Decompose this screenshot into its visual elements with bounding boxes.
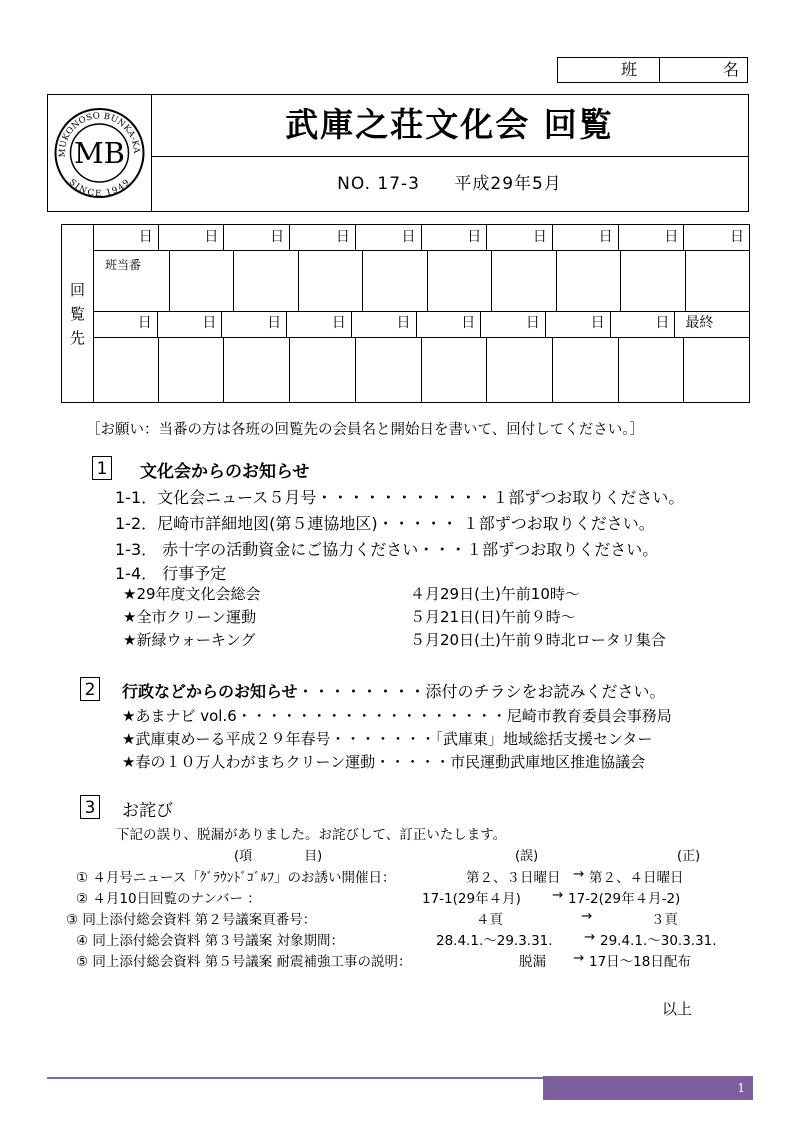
event-name: ★全市クリーン運動 <box>123 608 257 626</box>
section-2-heading: 行政などからのお知らせ <box>122 682 298 701</box>
hantoban-cell: 班当番 <box>93 250 170 311</box>
row-item: 同上添付総会資料 第５号議案 耐震補強工事の説明： <box>92 954 412 970</box>
row-right: 17日～18日配布 <box>589 954 691 970</box>
section-1-item: 1-4． 行事予定 <box>115 564 227 583</box>
section-2-heading-tail: ・・・・・・・・添付のチラシをお読みください。 <box>297 682 666 701</box>
row-wrong: 17-1(29年４月) <box>422 891 521 907</box>
day-cell: 日 <box>481 311 546 337</box>
col-header-item: (項 目) <box>234 849 323 864</box>
row-right: 第２、４日曜日 <box>589 870 684 886</box>
issue-number: NO. 17-3 <box>337 174 420 194</box>
row-mark: ④ <box>76 933 89 949</box>
name-cell <box>93 337 159 402</box>
section-1-item: 1-3． 赤十字の活動資金にご協力ください・・・１部ずつお取りください。 <box>115 540 659 559</box>
section-3-number: 3 <box>80 795 100 819</box>
day-cell: 日 <box>224 225 290 250</box>
row-item: 同上添付総会資料 第３号議案 対象期間： <box>92 933 344 949</box>
row-item: ４月号ニュース「ｸﾞﾗｳﾝﾄﾞｺﾞﾙﾌ」のお誘い開催日： <box>92 870 396 886</box>
day-cell: 日 <box>730 229 745 245</box>
name-cell <box>487 337 553 402</box>
row-arrow: → <box>581 908 593 924</box>
day-cell: 日 <box>290 225 356 250</box>
correction-row <box>76 866 395 886</box>
section-2-item: ★あまナビ vol.6・・・・・・・・・・・・・・・・・・尼崎市教育委員会事務局 <box>122 707 672 725</box>
circulation-label <box>62 225 94 402</box>
name-cell <box>356 337 422 402</box>
name-cell <box>492 250 557 311</box>
row-arrow: → <box>552 887 564 903</box>
name-cell <box>290 337 356 402</box>
day-row-1 <box>93 225 749 251</box>
correction-row <box>76 950 412 970</box>
issue-date: 平成29年5月 <box>454 174 562 194</box>
event-when: ５月21日(日)午前９時～ <box>410 608 576 626</box>
col-header-wrong: (誤) <box>515 849 539 864</box>
name-cell <box>557 250 622 311</box>
name-cell <box>159 337 225 402</box>
row-right: 17-2(29年４月-2) <box>568 891 681 907</box>
row-item: 同上添付総会資料 第２号議案頁番号： <box>82 912 317 928</box>
row-wrong: 第２、３日曜日 <box>466 870 561 886</box>
name-cell <box>684 337 749 402</box>
section-2-heading-line <box>122 679 666 702</box>
day-cell: 日 <box>287 311 352 337</box>
row-arrow: → <box>573 950 585 966</box>
col-header-right: (正) <box>677 849 701 864</box>
name-cell <box>686 250 750 311</box>
name-cell <box>170 250 235 311</box>
correction-row <box>66 908 316 928</box>
name-cell <box>299 250 364 311</box>
correction-row <box>76 929 344 949</box>
page-title: 武庫之荘文化会 回覧 <box>151 95 748 157</box>
logo-cell <box>48 95 152 211</box>
day-row-2 <box>93 311 749 338</box>
day-cell: 日 <box>159 225 225 250</box>
day-cell: 日 <box>611 311 676 337</box>
day-cell: 日 <box>222 311 287 337</box>
day-cell: 日 <box>553 225 619 250</box>
name-cell <box>619 337 685 402</box>
day-cell: 日 <box>487 225 553 250</box>
section-1-number: 1 <box>92 456 112 480</box>
page-number: 1 <box>543 1076 753 1100</box>
section-3-heading: お詫び <box>122 801 173 821</box>
event-when: ４月29日(土)午前10時～ <box>410 585 580 603</box>
name-cell <box>234 250 299 311</box>
day-cell: 日 <box>546 311 611 337</box>
circulation-label-char: 先 <box>69 328 85 347</box>
section-2-item: ★春の１０万人わがまちクリーン運動・・・・・市民運動武庫地区推進協議会 <box>122 753 646 771</box>
day-cell: 日 <box>422 225 488 250</box>
name-cell <box>363 250 428 311</box>
row-wrong: 28.4.1.～29.3.31. <box>436 933 553 949</box>
closing-text: 以上 <box>662 1000 693 1018</box>
day-cell: 日 <box>158 311 223 337</box>
row-mark: ③ <box>66 912 79 928</box>
section-2-number: 2 <box>80 677 100 701</box>
circulation-label-char: 覧 <box>69 304 85 323</box>
han-label: 班 <box>558 58 660 82</box>
svg-text:SINCE 1949 <box>67 177 132 199</box>
request-note: ［お願い：当番の方は各班の回覧先の会員名と開始日を書いて、回付してください。］ <box>86 422 644 438</box>
mei-label: 名 <box>722 60 739 79</box>
section-1-heading: 文化会からのお知らせ <box>140 462 310 482</box>
mb-logo <box>48 95 151 211</box>
row-arrow: → <box>584 929 596 945</box>
row-wrong: 脱漏 <box>519 954 546 970</box>
row-mark: ① <box>76 870 89 886</box>
logo-bottom-text: SINCE 1949 <box>66 177 133 200</box>
day-cell: 日 <box>93 225 159 250</box>
day-cell: 日 <box>352 311 417 337</box>
name-row-2 <box>93 337 749 402</box>
logo-mb-text: MB <box>73 136 126 170</box>
section-1-item: 1-2．尼崎市詳細地図(第５連協地区)・・・・・ １部ずつお取りください。 <box>115 514 655 533</box>
name-cell <box>224 337 290 402</box>
day-cell: 日 <box>619 225 685 250</box>
event-when: ５月20日(土)午前９時北ロータリ集合 <box>410 631 666 649</box>
day-cell: 日 <box>417 311 482 337</box>
logo-top-text: MUKONOSO BUNKA-KA <box>57 111 142 158</box>
row-right: 29.4.1.～30.3.31. <box>600 933 717 949</box>
circulation-label-char: 回 <box>69 280 85 299</box>
row-mark: ⑤ <box>76 954 89 970</box>
section-1-item: 1-1．文化会ニュース５月号・・・・・・・・・・・１部ずつお取りください。 <box>115 488 685 507</box>
day-cell: 日 <box>93 311 158 337</box>
name-cell <box>422 337 488 402</box>
last-cell: 最終 <box>685 315 714 331</box>
row-arrow: → <box>573 866 585 882</box>
name-cell <box>553 337 619 402</box>
footer-line <box>47 1077 543 1079</box>
issue-info <box>151 156 748 211</box>
row-mark: ② <box>76 891 89 907</box>
han-mei-box <box>557 57 748 83</box>
event-name: ★29年度文化会総会 <box>123 585 261 603</box>
row-right: ３頁 <box>651 912 678 928</box>
circulation-table <box>61 224 750 403</box>
name-cell <box>621 250 686 311</box>
row-item: ４月10日回覧のナンバー ： <box>92 891 261 907</box>
name-cell <box>428 250 493 311</box>
section-3-intro: 下記の誤り、脱漏がありました。お詫びして、訂正いたします。 <box>116 827 507 843</box>
header <box>47 94 749 212</box>
name-row-1 <box>93 250 749 312</box>
row-wrong: ４頁 <box>476 912 503 928</box>
section-2-item: ★武庫東めーる平成２９年春号・・・・・・・「武庫東」地域総括支援センター <box>122 730 653 748</box>
correction-row <box>76 887 261 907</box>
event-name: ★新緑ウォーキング <box>123 631 256 649</box>
day-cell: 日 <box>356 225 422 250</box>
